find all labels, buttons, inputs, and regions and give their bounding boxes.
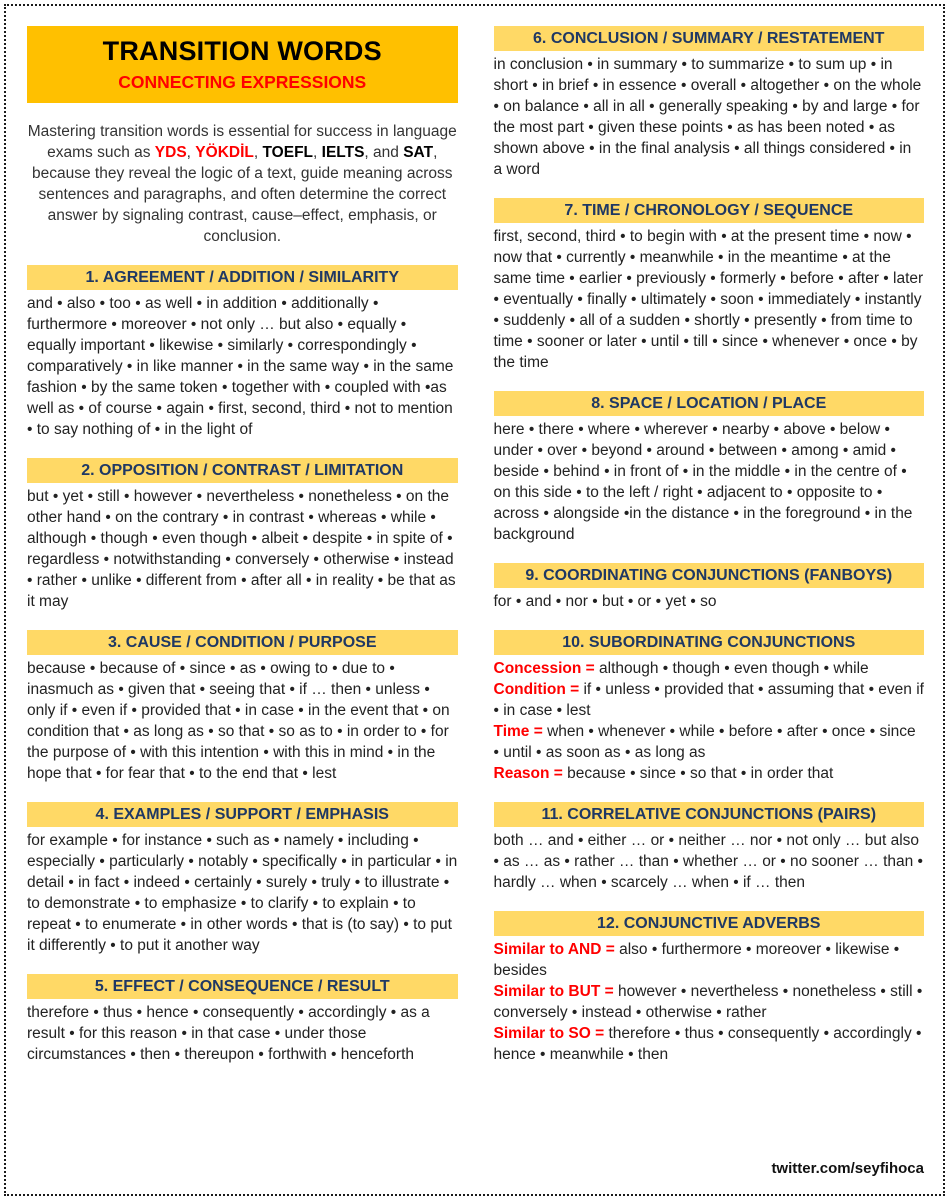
intro-text: TOEFL xyxy=(262,144,314,161)
transition-words-text: also • furthermore • moreover • likewise • besides xyxy=(493,941,900,979)
transition-words-text: when • whenever • while • before • after • once • since • until • as soon as • as long as xyxy=(493,723,916,761)
transition-section xyxy=(494,911,925,1065)
section-header: 4. EXAMPLES / SUPPORT / EMPHASIS xyxy=(27,802,458,827)
section-body-row xyxy=(27,293,458,440)
left-column xyxy=(27,26,458,1178)
transition-words-text: if • unless • provided that • assuming that • even if • in case • lest xyxy=(493,681,924,719)
transition-words-text: but • yet • still • however • nevertheless • nonetheless • on the other hand • on the contrary • in contrast • whereas • while • although • though • even though • albeit • despite • in spite of • regardless • notwithstanding • conversely • otherwise • instead • rather • unlike • different from • after all • in reality • be that as it may xyxy=(27,488,456,610)
transition-words-text: therefore • thus • hence • consequently • accordingly • as a result • for this reason • in that case • under those circumstances • then • thereupon • forthwith • henceforth xyxy=(27,1004,430,1063)
section-body xyxy=(27,1002,458,1065)
section-body-row xyxy=(27,486,458,612)
section-body xyxy=(494,939,925,1065)
transition-words-text: here • there • where • wherever • nearby • above • below • under • over • beyond • around • between • among • amid • beside • behind • in front of • in the middle • in the centre of • on this side • to the left / right • adjacent to • opposite to • across • alongside •in the distance • in the foreground • in the background xyxy=(493,421,913,543)
section-body-row xyxy=(494,763,925,784)
intro-text: IELTS xyxy=(321,144,365,161)
transition-section xyxy=(27,802,458,956)
section-body xyxy=(494,658,925,784)
category-label: Similar to BUT = xyxy=(493,983,618,1000)
exam-name-highlight: YÖKDİL xyxy=(195,144,254,161)
transition-words-text: because • because of • since • as • owing to • due to • inasmuch as • given that • seeing that • if … then • unless • only if • even if • provided that • in case • in the event that • on condition that • as long as • so that • so as to • in order to • for the purpose of • with this intention • with this in mind • in the hope that • for fear that • to the end that • lest xyxy=(27,660,450,782)
transition-section xyxy=(494,391,925,545)
right-column xyxy=(494,26,925,1178)
section-header: 9. COORDINATING CONJUNCTIONS (FANBOYS) xyxy=(494,563,925,588)
section-body-row xyxy=(494,658,925,679)
intro-paragraph xyxy=(27,121,458,247)
transition-words-text: first, second, third • to begin with • at the present time • now • now that • currently • meanwhile • in the meantime • at the same time • earlier • previously • formerly • before • after • later • eventually • finally • ultimately • soon • immediately • instantly • suddenly • all of a sudden • shortly • presently • from time to time • sooner or later • until • till • since • whenever • once • by the time xyxy=(493,228,924,371)
transition-section xyxy=(494,563,925,612)
section-header: 2. OPPOSITION / CONTRAST / LIMITATION xyxy=(27,458,458,483)
section-body-row xyxy=(494,830,925,872)
section-body-row xyxy=(27,1002,458,1065)
transition-section xyxy=(494,198,925,373)
section-body-row xyxy=(494,54,925,180)
section-body-row xyxy=(494,981,925,1023)
section-header: 1. AGREEMENT / ADDITION / SIMILARITY xyxy=(27,265,458,290)
section-header: 10. SUBORDINATING CONJUNCTIONS xyxy=(494,630,925,655)
section-body-row xyxy=(494,721,925,763)
transition-section xyxy=(27,458,458,612)
section-body-row xyxy=(494,679,925,721)
page-subtitle: CONNECTING EXPRESSIONS xyxy=(118,72,367,92)
worksheet-page xyxy=(4,4,945,1196)
intro-text: , because they reveal the logic of a text, guide meaning across sentences and paragraphs, and often determine the correct answer by signaling contrast, cause–effect, emphasis, or conclusion. xyxy=(32,144,453,245)
category-label: Condition = xyxy=(493,681,584,698)
intro-text: , xyxy=(186,144,196,161)
section-body-row xyxy=(494,591,925,612)
transition-section xyxy=(494,802,925,893)
section-body-row xyxy=(27,658,458,784)
section-header: 6. CONCLUSION / SUMMARY / RESTATEMENT xyxy=(494,26,925,51)
transition-section xyxy=(27,265,458,440)
page-title: TRANSITION WORDS xyxy=(102,36,382,66)
section-body xyxy=(27,658,458,784)
intro-text: , xyxy=(313,144,322,161)
section-body-row xyxy=(494,939,925,981)
transition-words-text: hardly … when • scarcely … when • if … then xyxy=(493,874,806,891)
transition-words-text: and • also • too • as well • in addition • additionally • furthermore • moreover • not only … but also • equally • equally important • likewise • similarly • correspondingly • comparatively • in like manner • in the same way • in the same fashion • by the same token • together with • coupled with •as well as • of course • again • first, second, third • not to mention • to say nothing of • in the light of xyxy=(27,295,454,438)
intro-text: SAT xyxy=(403,144,434,161)
section-body xyxy=(494,54,925,180)
section-body xyxy=(27,486,458,612)
title-banner xyxy=(27,26,458,103)
category-label: Concession = xyxy=(493,660,600,677)
transition-words-text: in conclusion • in summary • to summarize • to sum up • in short • in brief • in essence • overall • altogether • on the whole • on balance • all in all • generally speaking • by and large • for the most part • given these points • as has been noted • as shown above • in the final analysis • all things considered • in a word xyxy=(493,56,922,178)
section-body-row xyxy=(494,226,925,373)
section-header: 11. CORRELATIVE CONJUNCTIONS (PAIRS) xyxy=(494,802,925,827)
section-body-row xyxy=(494,419,925,545)
section-header: 7. TIME / CHRONOLOGY / SEQUENCE xyxy=(494,198,925,223)
transition-words-text: although • though • even though • while xyxy=(599,660,869,677)
section-header: 8. SPACE / LOCATION / PLACE xyxy=(494,391,925,416)
transition-section xyxy=(27,974,458,1065)
section-body xyxy=(494,226,925,373)
transition-words-text: however • nevertheless • nonetheless • still • conversely • instead • otherwise • rather xyxy=(493,983,923,1021)
section-header: 3. CAUSE / CONDITION / PURPOSE xyxy=(27,630,458,655)
category-label: Similar to AND = xyxy=(493,941,620,958)
intro-text: , and xyxy=(364,144,404,161)
transition-words-text: both … and • either … or • neither … nor • not only … but also • as … as • rather … than • whether … or • no sooner … than • xyxy=(493,832,923,870)
transition-words-text: because • since • so that • in order that xyxy=(567,765,834,782)
transition-section xyxy=(27,630,458,784)
section-body-row xyxy=(27,830,458,956)
intro-text: Mastering transition words is essential for success in language exams such as xyxy=(27,123,457,161)
section-body xyxy=(494,830,925,893)
section-body-row xyxy=(494,872,925,893)
category-label: Reason = xyxy=(493,765,568,782)
section-body xyxy=(494,591,925,612)
section-body-row xyxy=(494,1023,925,1065)
transition-words-text: therefore • thus • consequently • accordingly • hence • meanwhile • then xyxy=(493,1025,922,1063)
section-header: 5. EFFECT / CONSEQUENCE / RESULT xyxy=(27,974,458,999)
section-header: 12. CONJUNCTIVE ADVERBS xyxy=(494,911,925,936)
exam-name-highlight: YDS xyxy=(154,144,187,161)
transition-words-text: for example • for instance • such as • namely • including • especially • particularly • notably • specifically • in particular • in detail • in fact • indeed • certainly • surely • truly • to illustrate • to demonstrate • to emphasize • to clarify • to explain • to repeat • to enumerate • in other words • that is (to say) • to put it differently • to put it another way xyxy=(27,832,458,954)
section-body xyxy=(27,293,458,440)
section-body xyxy=(494,419,925,545)
footer-credit: twitter.com/seyfihoca xyxy=(771,1160,924,1177)
category-label: Time = xyxy=(493,723,548,740)
transition-section xyxy=(494,26,925,180)
intro-text: , xyxy=(253,144,263,161)
category-label: Similar to SO = xyxy=(493,1025,609,1042)
transition-section xyxy=(494,630,925,784)
transition-words-text: for • and • nor • but • or • yet • so xyxy=(493,593,717,610)
section-body xyxy=(27,830,458,956)
